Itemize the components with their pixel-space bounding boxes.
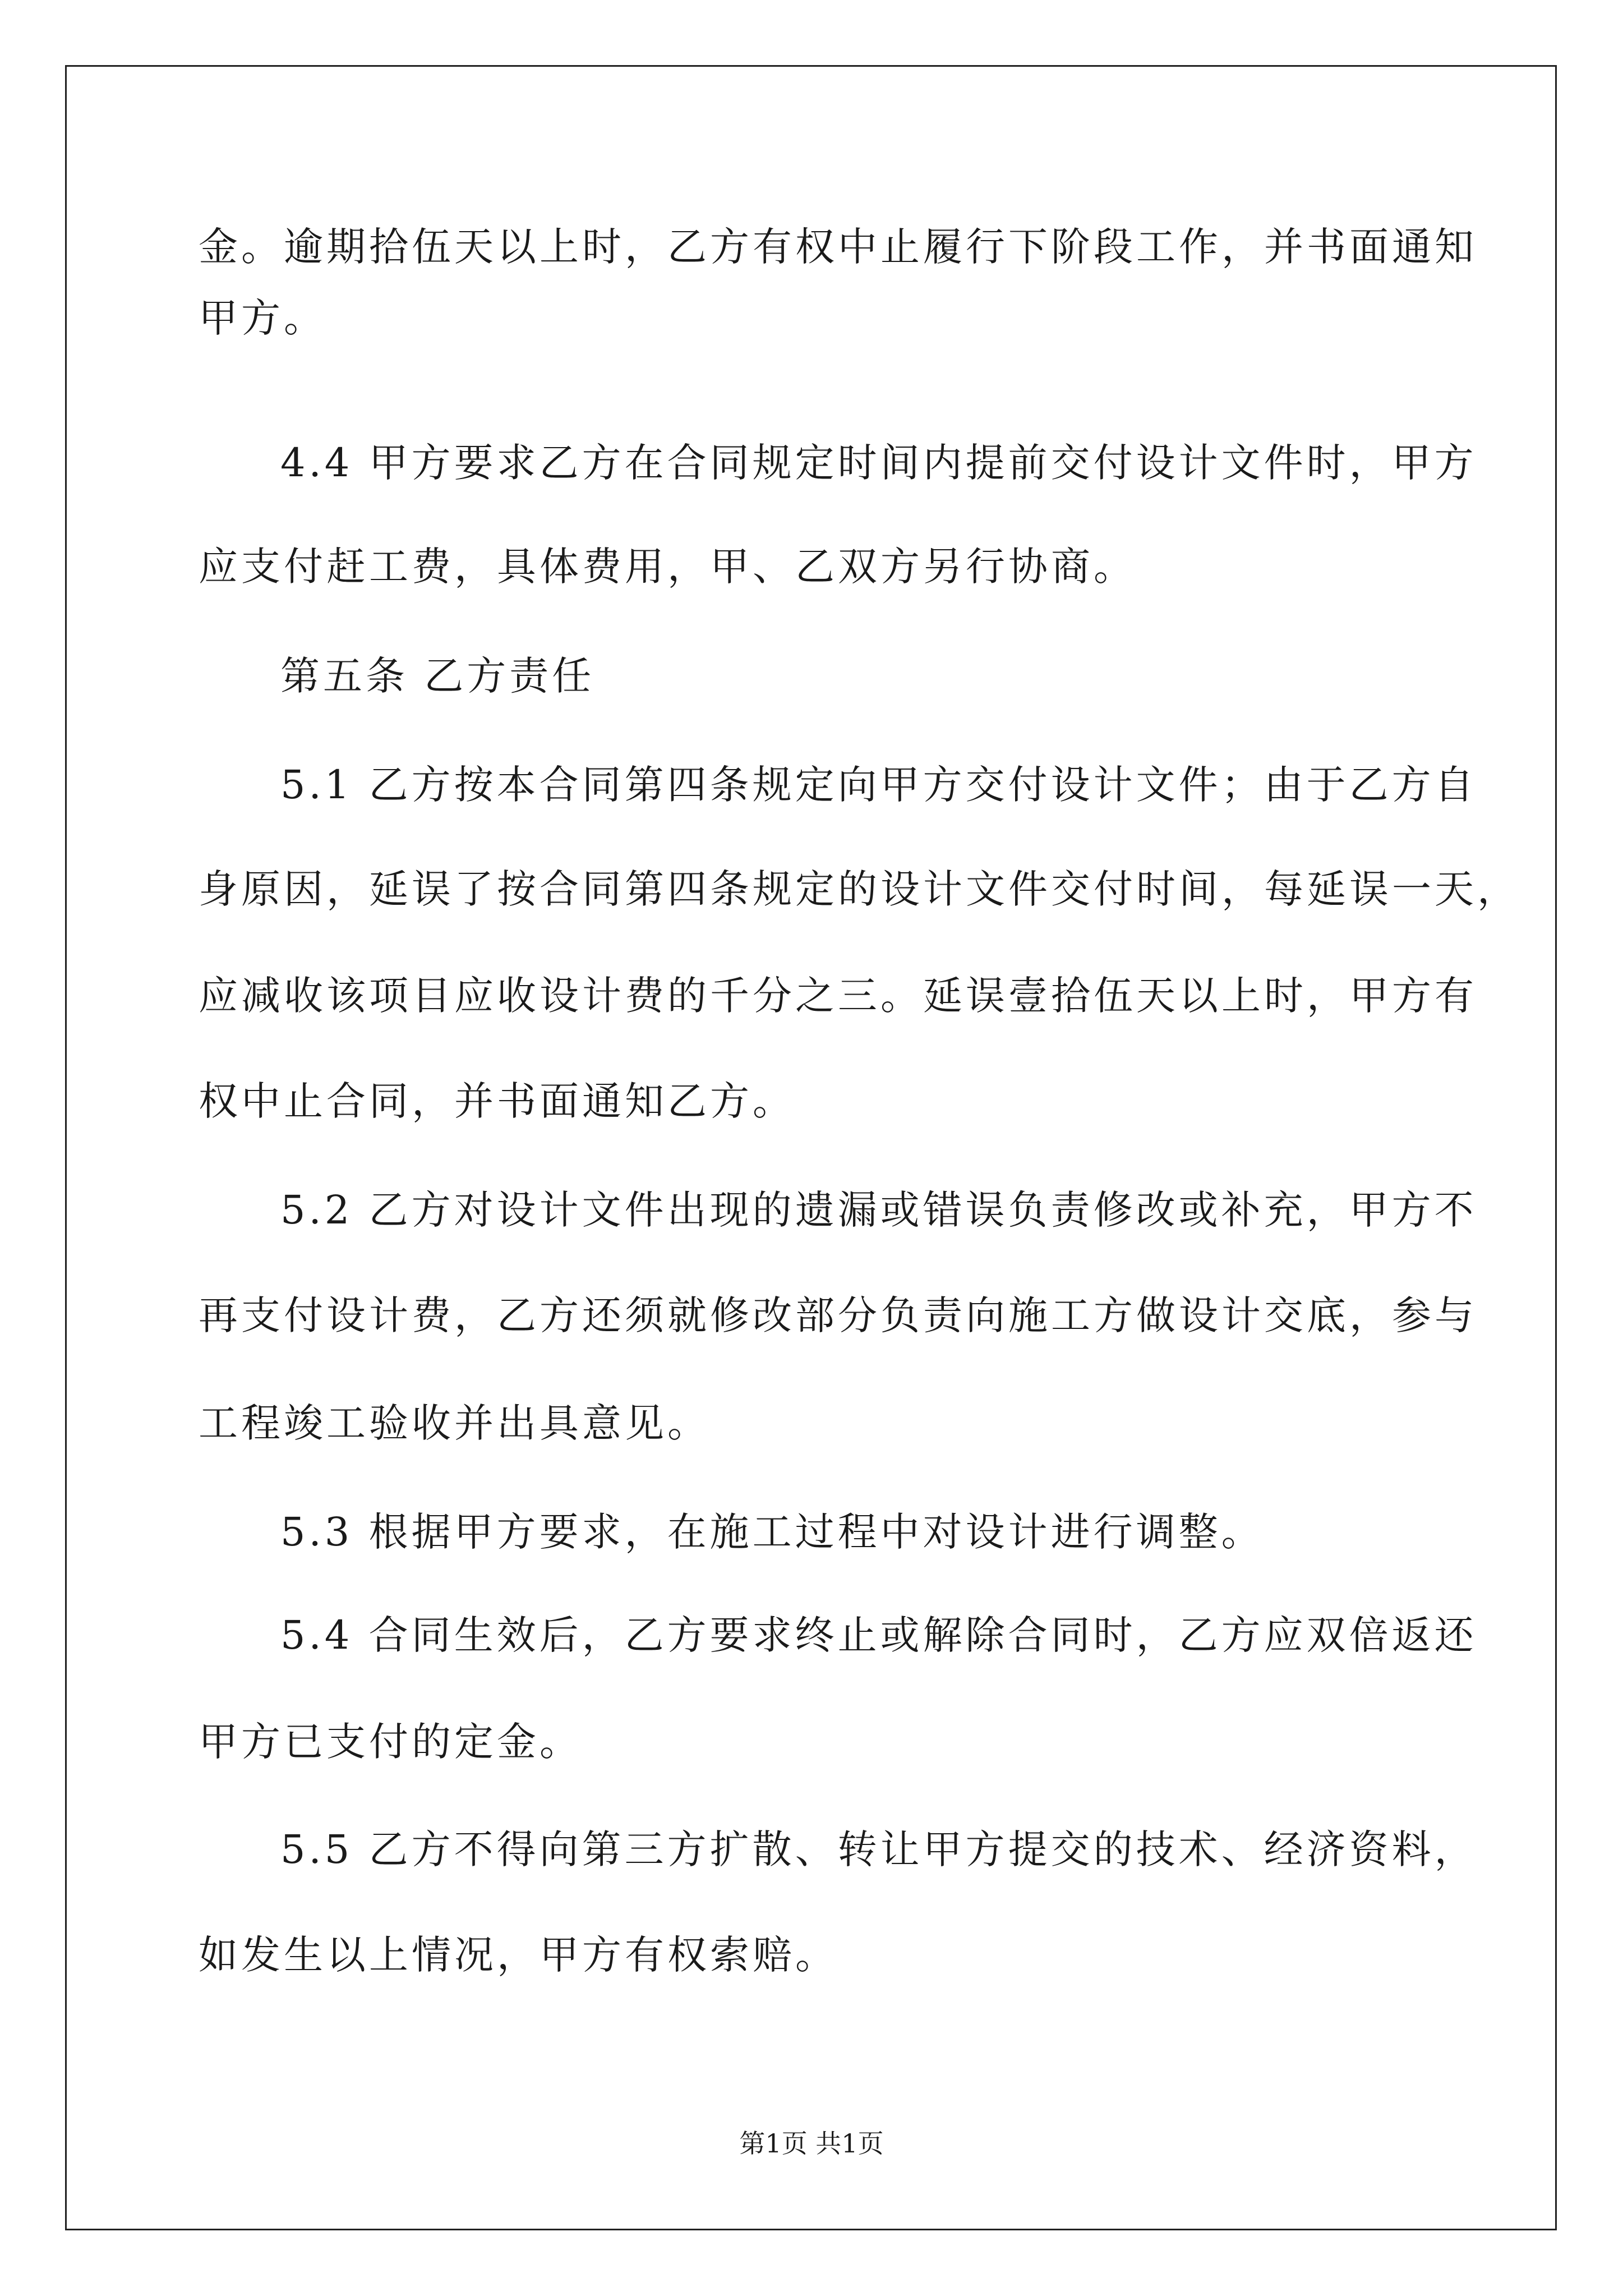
- text-line: 甲方已支付的定金。: [199, 1719, 582, 1765]
- text-line: 5.2 乙方对设计文件出现的遗漏或错误负责修改或补充，甲方不: [280, 1187, 1477, 1233]
- text-line: 如发生以上情况，甲方有权索赔。: [199, 1932, 838, 1978]
- text-line: 5.3 根据甲方要求，在施工过程中对设计进行调整。: [280, 1509, 1264, 1555]
- text-line: 再支付设计费，乙方还须就修改部分负责向施工方做设计交底，参与: [199, 1292, 1477, 1338]
- text-line: 权中止合同，并书面通知乙方。: [199, 1078, 795, 1124]
- text-line: 应减收该项目应收设计费的千分之三。延误壹拾伍天以上时，甲方有: [199, 973, 1477, 1019]
- text-line: 金。逾期拾伍天以上时，乙方有权中止履行下阶段工作，并书面通知: [199, 224, 1477, 270]
- page-number-footer: 第1页 共1页: [739, 2128, 884, 2159]
- text-line: 5.4 合同生效后，乙方要求终止或解除合同时，乙方应双倍返还: [280, 1612, 1477, 1658]
- section-heading: 第五条 乙方责任: [280, 653, 595, 699]
- text-line: 应支付赶工费，具体费用，甲、乙双方另行协商。: [199, 544, 1136, 590]
- text-line: 4.4 甲方要求乙方在合同规定时间内提前交付设计文件时，甲方: [280, 440, 1477, 486]
- text-line: 工程竣工验收并出具意见。: [199, 1400, 710, 1446]
- page-border: [65, 65, 1557, 2230]
- text-line: 5.5 乙方不得向第三方扩散、转让甲方提交的技术、经济资料，: [280, 1826, 1477, 1872]
- text-line: 身原因，延误了按合同第四条规定的设计文件交付时间，每延误一天，: [199, 866, 1520, 912]
- text-line: 甲方。: [199, 295, 326, 341]
- text-line: 5.1 乙方按本合同第四条规定向甲方交付设计文件；由于乙方自: [280, 762, 1477, 808]
